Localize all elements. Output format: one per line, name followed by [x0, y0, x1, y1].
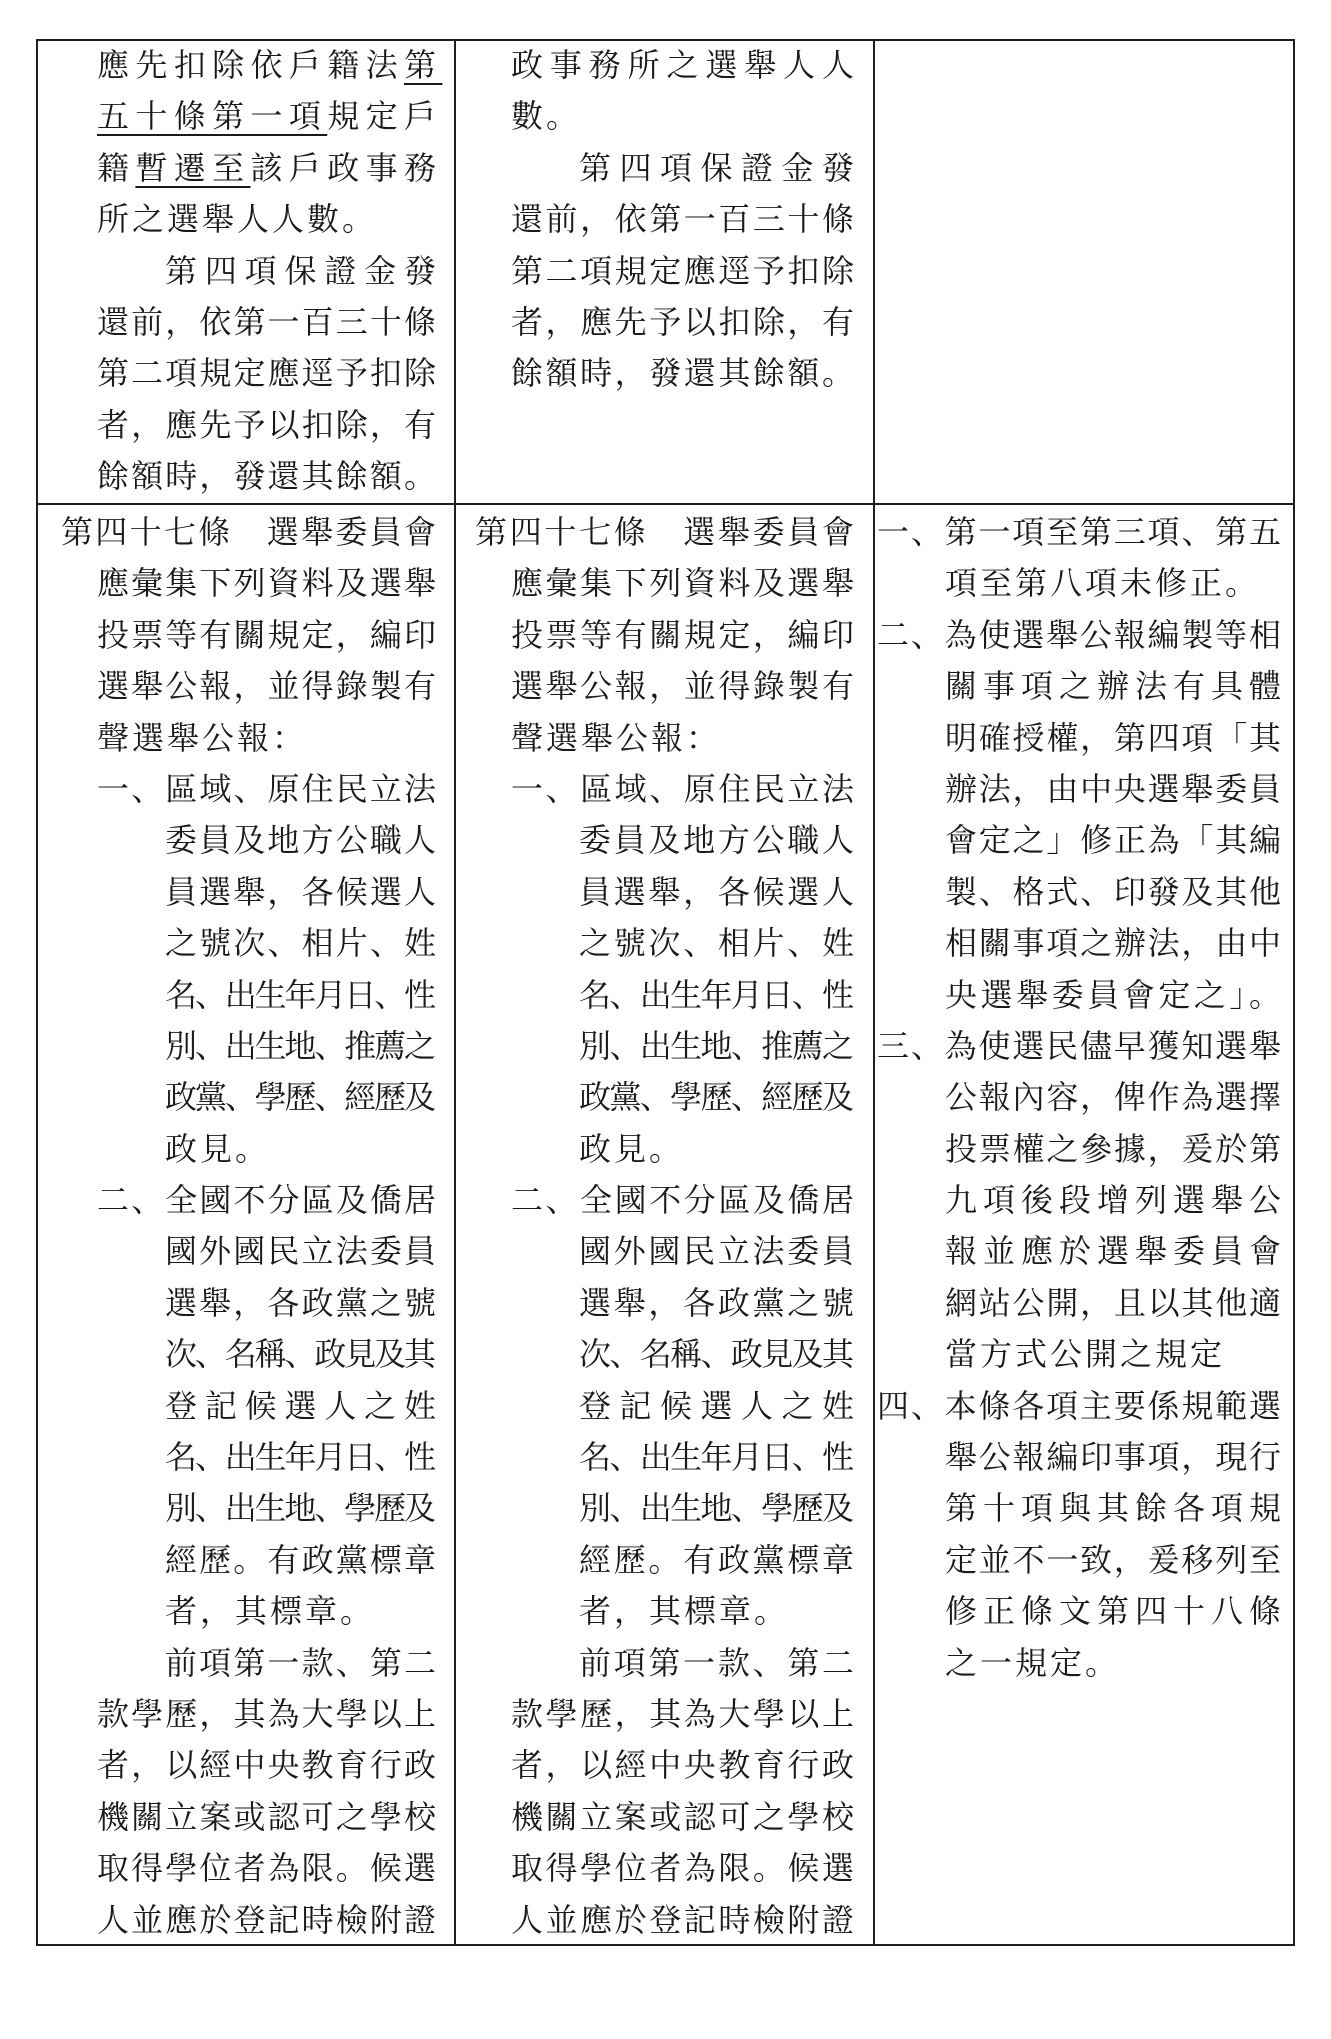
- amended-text-line: 者，其標章。: [165, 1592, 376, 1631]
- explanation-line: 明確授權，第四項「其: [945, 718, 1283, 757]
- row-divider: [36, 503, 1295, 505]
- explanation-line: 項至第八項未修正。: [945, 564, 1261, 603]
- amended-text-line: [97, 40, 443, 91]
- amended-text-line: 二、全國不分區及僑居: [97, 1181, 439, 1220]
- explanation-line: 辦法，由中央選舉委員: [945, 769, 1283, 808]
- current-text-cell: [511, 40, 863, 400]
- current-text-line: 選舉公報，並得錄製有: [511, 667, 857, 706]
- current-text-line: 機關立案或認可之學校: [511, 1797, 857, 1836]
- amended-text-line: [97, 91, 443, 142]
- current-text-line: 第四項保證金發: [579, 148, 863, 187]
- amended-text-line: 還前，依第一百三十條: [97, 302, 439, 341]
- amended-text-line: 次、名稱、政見及其: [165, 1335, 434, 1374]
- current-text-line: 政見。: [579, 1129, 685, 1168]
- current-text-line: 政事務所之選舉人人: [511, 46, 861, 84]
- amended-text-line: 應彙集下列資料及選舉: [97, 564, 439, 603]
- amended-text-line: 委員及地方公職人: [165, 821, 439, 860]
- amended-text-line: 登記候選人之姓: [165, 1386, 444, 1425]
- current-text-line: 別、出生地、學歷及: [579, 1489, 853, 1528]
- current-text-line: 之號次、相片、姓: [579, 924, 857, 963]
- current-text-line: 者，以經中央教育行政: [511, 1746, 857, 1785]
- article-heading-line: 第四十七條 選舉委員會: [61, 513, 439, 551]
- amended-text-line: 選舉公報，並得錄製有: [97, 667, 439, 706]
- amended-text-line: 者，以經中央教育行政: [97, 1746, 439, 1785]
- amended-text-cell: [61, 507, 444, 1946]
- current-text-line: 次、名稱、政見及其: [579, 1335, 853, 1374]
- current-text-line: 餘額時，發還其餘額。: [511, 354, 857, 393]
- amended-text-line: 餘額時，發還其餘額。: [97, 457, 439, 496]
- amended-text-line: 之號次、相片、姓: [165, 924, 439, 963]
- current-text-line: 聲選舉公報：: [511, 718, 722, 757]
- amended-text-line: 款學歷，其為大學以上: [97, 1694, 439, 1733]
- amended-text-line: 第二項規定應逕予扣除: [97, 354, 439, 393]
- amended-text-line: 取得學位者為限。候選: [97, 1849, 439, 1888]
- amended-text-segment: 規定戶: [327, 97, 443, 136]
- amended-text-line: 政見。: [165, 1129, 271, 1168]
- current-text-line: 投票等有關規定，編印: [511, 615, 857, 654]
- explanation-item-line: 三、為使選民儘早獲知選舉: [877, 1026, 1283, 1065]
- amended-text-segment: 籍: [97, 148, 136, 187]
- current-text-line: 名、出生年月日、性: [579, 1438, 853, 1477]
- amended-text-line: 政黨、學歷、經歷及: [165, 1078, 434, 1117]
- current-text-line: 經歷。有政黨標章: [579, 1540, 857, 1579]
- explanation-line: 報並應於選舉委員會: [945, 1232, 1287, 1271]
- amended-text-line: 機關立案或認可之學校: [97, 1797, 439, 1836]
- current-text-line: 別、出生地、推薦之: [579, 1026, 853, 1065]
- amended-text-line: 一、區域、原住民立法: [97, 769, 439, 808]
- amended-text-line: 選舉，各政黨之號: [165, 1283, 439, 1322]
- current-text-line: 前項第一款、第二: [579, 1643, 857, 1682]
- amended-text-line: 名、出生年月日、性: [165, 975, 434, 1014]
- amended-text-line: 所之選舉人人數。: [97, 200, 378, 239]
- explanation-line: 央選舉委員會定之」。: [945, 975, 1285, 1014]
- underlined-amendment: 暫遷至: [135, 148, 251, 187]
- amended-text-line: 前項第一款、第二: [165, 1643, 439, 1682]
- column-divider: [454, 39, 456, 1946]
- explanation-cell: [877, 507, 1287, 1689]
- amended-text-line: 別、出生地、學歷及: [165, 1489, 434, 1528]
- amended-text-line: 經歷。有政黨標章: [165, 1540, 439, 1579]
- amended-text-segment: 該戶政事務: [250, 148, 443, 187]
- current-text-line: 國外國民立法委員: [579, 1232, 857, 1271]
- amended-text-line: 投票等有關規定，編印: [97, 615, 439, 654]
- amended-text-line: 名、出生年月日、性: [165, 1438, 434, 1477]
- amended-text-line: 者，應先予以扣除，有: [97, 405, 439, 444]
- explanation-line: 公報內容，俾作為選擇: [945, 1078, 1283, 1117]
- amended-text-segment: 應先扣除依戶籍法: [97, 46, 404, 84]
- explanation-line: 修正條文第四十八條: [945, 1592, 1287, 1631]
- current-text-line: 政黨、學歷、經歷及: [579, 1078, 853, 1117]
- current-text-line: 者，應先予以扣除，有: [511, 302, 857, 341]
- article-heading-line: 第四十七條 選舉委員會: [475, 513, 857, 551]
- current-text-line: 登記候選人之姓: [579, 1386, 863, 1425]
- explanation-line: 關事項之辦法有具體: [945, 667, 1287, 706]
- current-text-line: 二、全國不分區及僑居: [511, 1181, 857, 1220]
- amended-text-line: 別、出生地、推薦之: [165, 1026, 434, 1065]
- current-text-line: 還前，依第一百三十條: [511, 200, 857, 239]
- amended-text-line: 國外國民立法委員: [165, 1232, 439, 1271]
- explanation-line: 之一規定。: [945, 1643, 1121, 1682]
- current-text-line: 者，其標章。: [579, 1592, 790, 1631]
- explanation-line: 第十項與其餘各項規: [945, 1489, 1287, 1528]
- amended-text-line: 聲選舉公報：: [97, 718, 308, 757]
- current-text-cell: [475, 507, 863, 1946]
- amended-text-line: [97, 143, 443, 194]
- current-text-line: 款學歷，其為大學以上: [511, 1694, 857, 1733]
- current-text-line: 一、區域、原住民立法: [511, 769, 857, 808]
- amended-text-cell: [97, 40, 444, 503]
- current-text-line: 取得學位者為限。候選: [511, 1849, 857, 1888]
- explanation-line: 九項後段增列選舉公: [945, 1181, 1287, 1220]
- current-text-line: 應彙集下列資料及選舉: [511, 564, 857, 603]
- explanation-line: 相關事項之辦法，由中: [945, 924, 1283, 963]
- explanation-line: 投票權之參據，爰於第: [945, 1129, 1283, 1168]
- explanation-line: 會定之」修正為「其編: [945, 821, 1283, 860]
- explanation-item-line: 四、本條各項主要係規範選: [877, 1386, 1283, 1425]
- explanation-line: 定並不一致，爰移列至: [945, 1540, 1283, 1579]
- current-text-line: 數。: [511, 97, 582, 136]
- explanation-item-line: 二、為使選舉公報編製等相: [877, 615, 1283, 654]
- current-text-line: 第二項規定應逕予扣除: [511, 251, 857, 290]
- explanation-item-line: 一、第一項至第三項、第五: [877, 513, 1283, 551]
- amended-text-line: 第四項保證金發: [165, 251, 444, 290]
- explanation-line: 製、格式、印發及其他: [945, 872, 1283, 911]
- explanation-line: 舉公報編印事項，現行: [945, 1438, 1283, 1477]
- explanation-cell: [877, 40, 1281, 500]
- column-divider: [873, 39, 875, 1946]
- underlined-amendment: 五十條第一項: [97, 97, 328, 136]
- current-text-line: 委員及地方公職人: [579, 821, 857, 860]
- amended-text-line: 人並應於登記時檢附證: [97, 1900, 439, 1939]
- explanation-line: 當方式公開之規定: [945, 1335, 1226, 1374]
- amended-text-line: 員選舉，各候選人: [165, 872, 439, 911]
- explanation-line: 網站公開，且以其他適: [945, 1283, 1283, 1322]
- current-text-line: 選舉，各政黨之號: [579, 1283, 857, 1322]
- current-text-line: 人並應於登記時檢附證: [511, 1900, 857, 1939]
- current-text-line: 名、出生年月日、性: [579, 975, 853, 1014]
- underlined-amendment: 第: [403, 46, 443, 84]
- current-text-line: 員選舉，各候選人: [579, 872, 857, 911]
